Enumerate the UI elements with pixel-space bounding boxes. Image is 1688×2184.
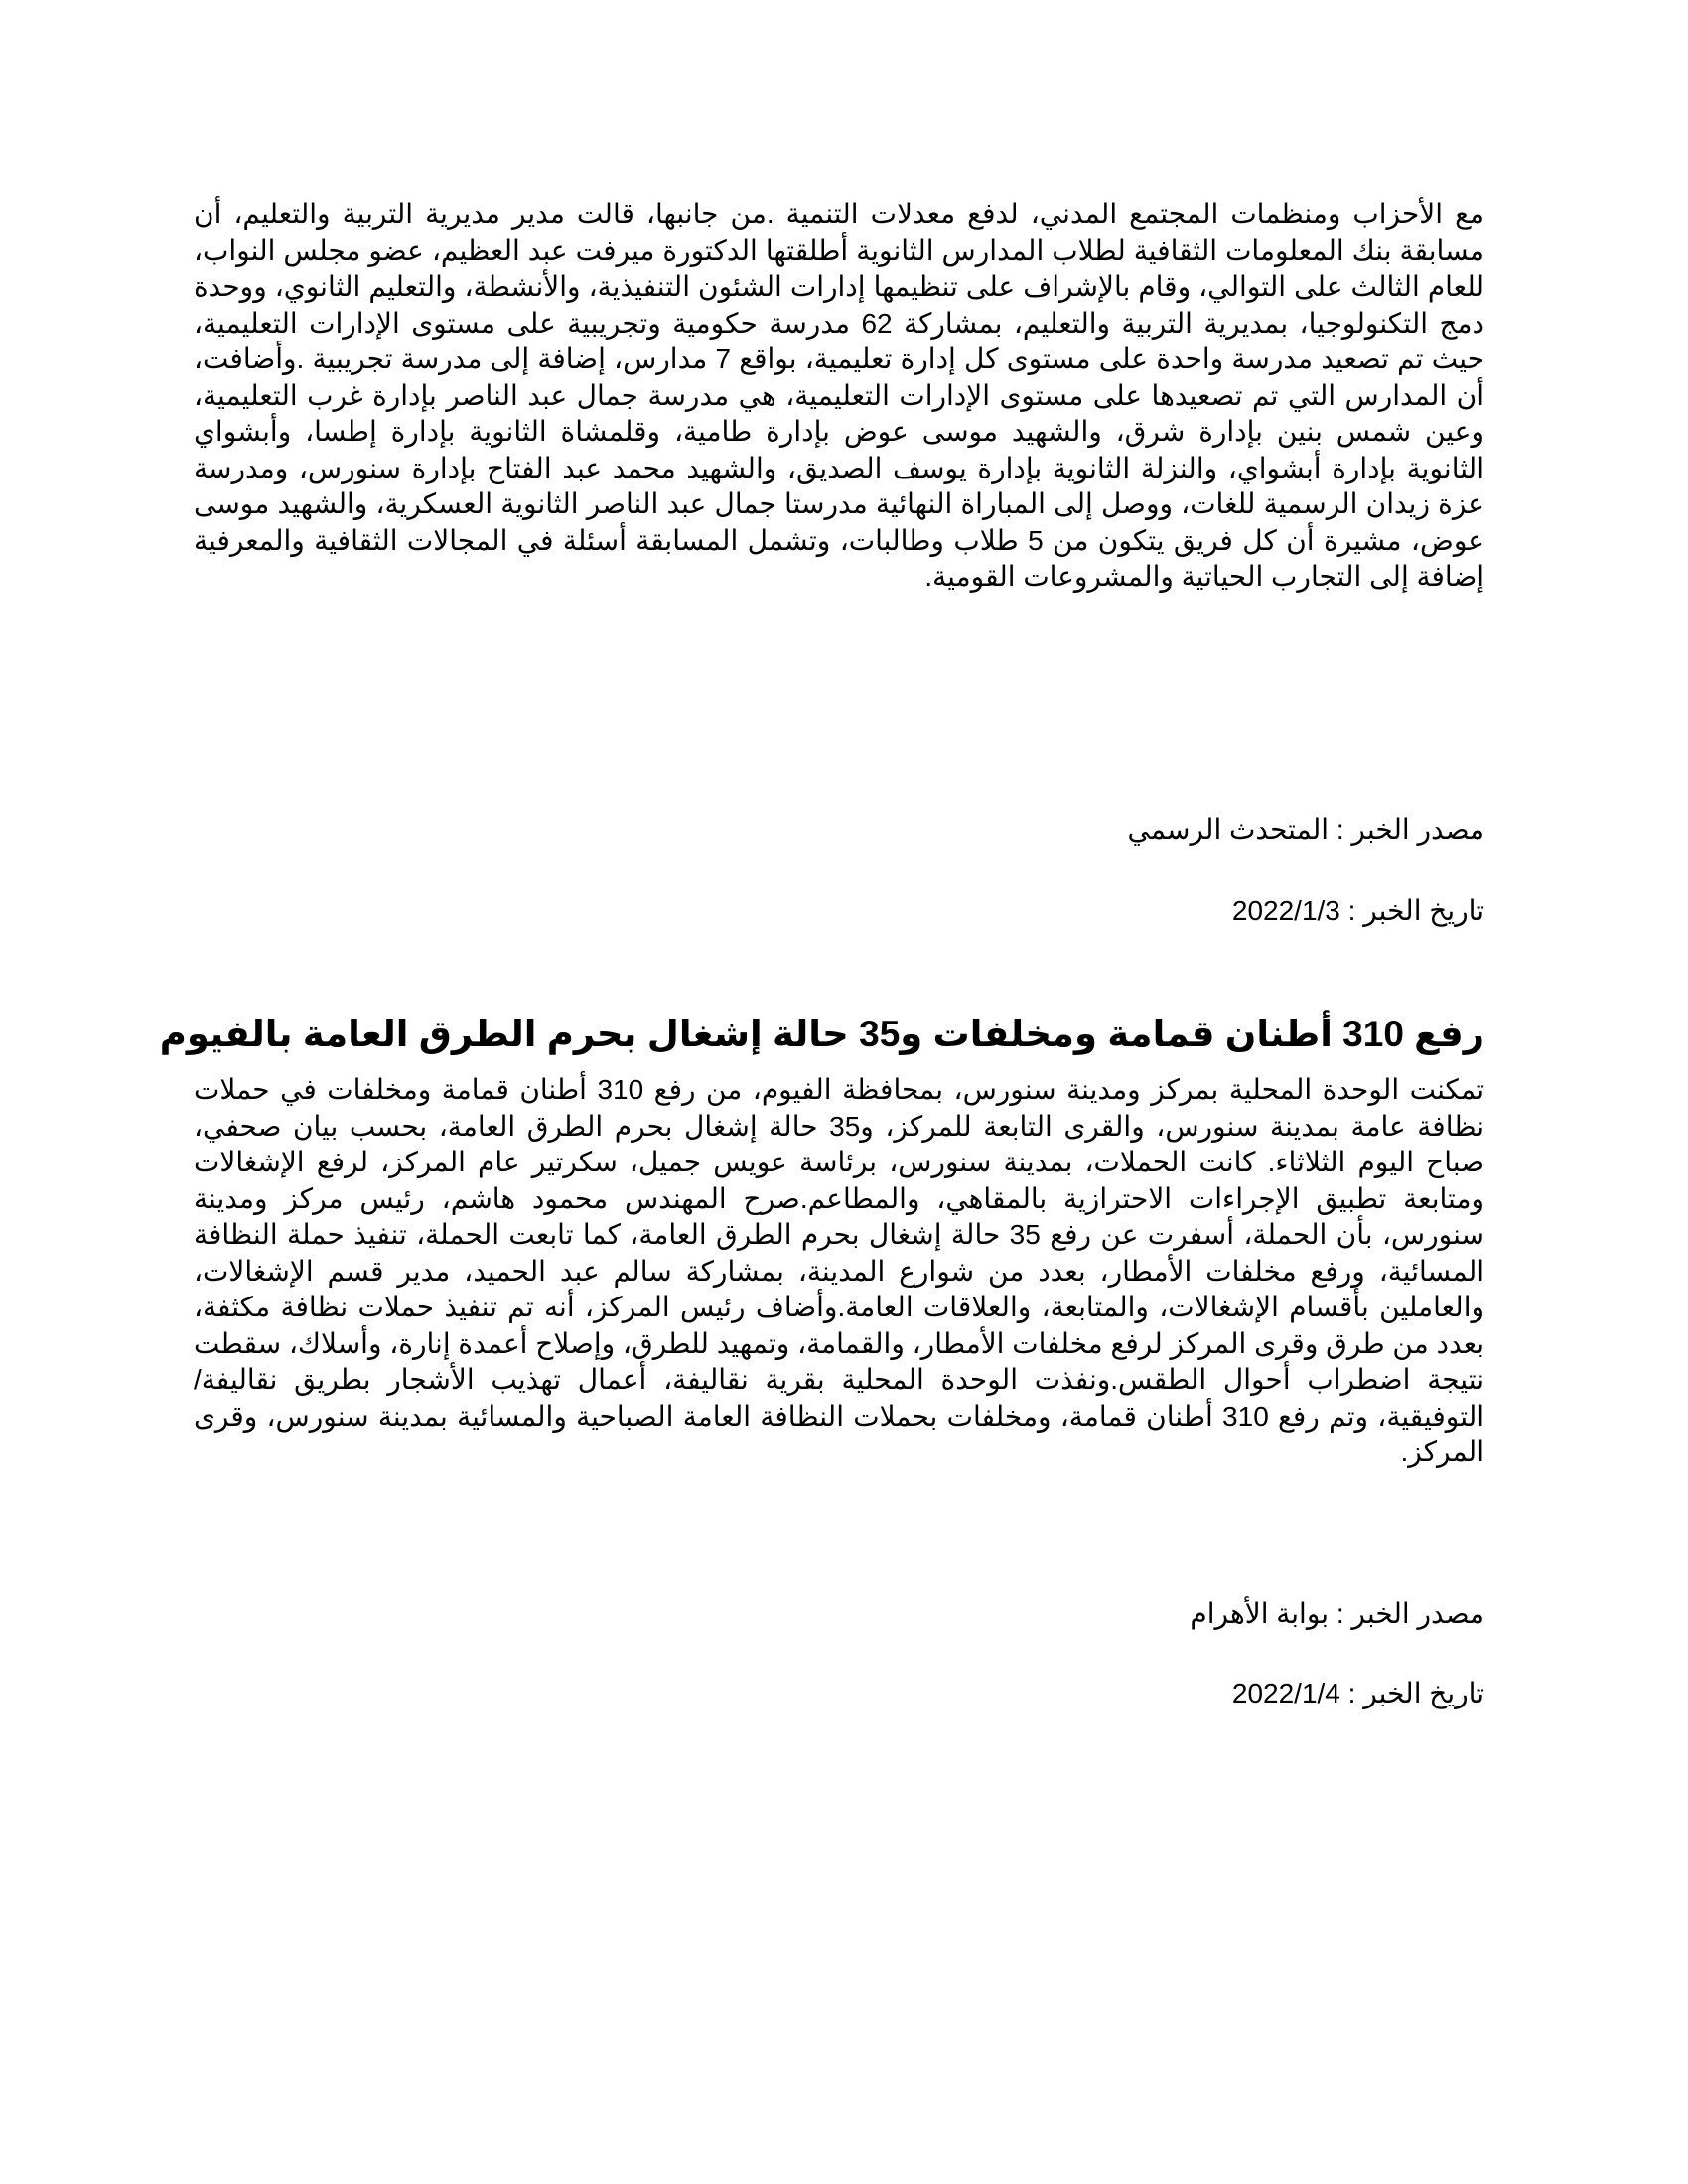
article2-headline: رفع 310 أطنان قمامة ومخلفات و35 حالة إشغال بحرم الطرق العامة بالفيوم [159,1014,1484,1054]
article1-source: مصدر الخبر : المتحدث الرسمي [1127,814,1484,845]
document-page [159,0,1485,2184]
article1-date: تاريخ الخبر : 2022/1/3 [1231,895,1484,926]
article1-body: مع الأحزاب ومنظمات المجتمع المدني، لدفع معدلات التنمية .من جانبها، قالت مدير مديرية التربية والتعليم، أن مسابقة بنك المعلومات الثقافية لطلاب المدارس الثانوية أطلقتها الدكتورة ميرفت عبد العظيم، عضو مجلس النواب، للعام الثالث على التوالي، وقام بالإشراف على تنظيمها إدارات الشئون التنفيذية، والأنشطة، والتعليم الثانوي، ووحدة دمج التكنولوجيا، بمديرية التربية والتعليم، بمشاركة 62 مدرسة حكومية وتجريبية على مستوى الإدارات التعليمية، حيث تم تصعيد مدرسة واحدة على مستوى كل إدارة تعليمية، بواقع 7 مدارس، إضافة إلى مدرسة تجريبية .وأضافت، أن المدارس التي تم تصعيدها على مستوى الإدارات التعليمية، هي مدرسة جمال عبد الناصر بإدارة غرب التعليمية، وعين شمس بنين بإدارة شرق، والشهيد موسى عوض بإدارة طامية، وقلمشاة الثانوية بإدارة إطسا، وأبشواي الثانوية بإدارة أبشواي، والنزلة الثانوية بإدارة يوسف الصديق، والشهيد محمد عبد الفتاح بإدارة سنورس، ومدرسة عزة زيدان الرسمية للغات، ووصل إلى المباراة النهائية مدرستا جمال عبد الناصر الثانوية العسكرية، والشهيد موسى عوض، مشيرة أن كل فريق يتكون من 5 طلاب وطالبات، وتشمل المسابقة أسئلة في المجالات الثقافية والمعرفية إضافة إلى التجارب الحياتية والمشروعات القومية. [194,199,1484,592]
article2-date: تاريخ الخبر : 2022/1/4 [1231,1678,1484,1708]
article2-source: مصدر الخبر : بوابة الأهرام [1190,1598,1484,1629]
article2-body: تمكنت الوحدة المحلية بمركز ومدينة سنورس، بمحافظة الفيوم، من رفع 310 أطنان قمامة ومخلفات في حملات نظافة عامة بمدينة سنورس، والقرى التابعة للمركز، و35 حالة إشغال بحرم الطرق العامة، بحسب بيان صحفي، صباح اليوم الثلاثاء. كانت الحملات، بمدينة سنورس، برئاسة عويس جميل، سكرتير عام المركز، لرفع الإشغالات ومتابعة تطبيق الإجراءات الاحترازية بالمقاهي، والمطاعم.صرح المهندس محمود هاشم، رئيس مركز ومدينة سنورس، بأن الحملة، أسفرت عن رفع 35 حالة إشغال بحرم الطرق العامة، كما تابعت الحملة، تنفيذ حملة النظافة المسائية، ورفع مخلفات الأمطار، بعدد من شوارع المدينة، بمشاركة سالم عبد الحميد، مدير قسم الإشغالات، والعاملين بأقسام الإشغالات، والمتابعة، والعلاقات العامة.وأضاف رئيس المركز، أنه تم تنفيذ حملات نظافة مكثفة، بعدد من طرق وقرى المركز لرفع مخلفات الأمطار، والقمامة، وتمهيد للطرق، وإصلاح أعمدة إنارة، وأسلاك، سقطت نتيجة اضطراب أحوال الطقس.ونفذت الوحدة المحلية بقرية نقاليفة، أعمال تهذيب الأشجار بطريق نقاليفة/التوفيقية، وتم رفع 310 أطنان قمامة، ومخلفات بحملات النظافة العامة الصباحية والمسائية بمدينة سنورس، وقرى المركز. [194,1074,1485,1467]
